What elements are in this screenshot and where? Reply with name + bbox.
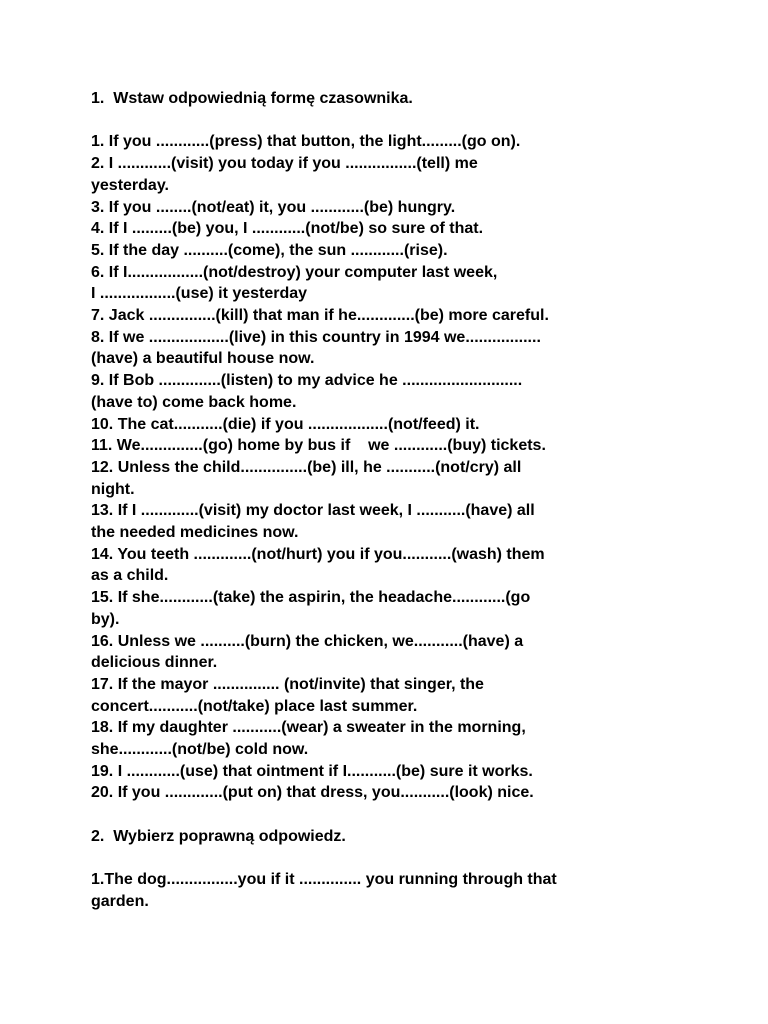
exercise-line: 8. If we ..................(live) in this country in 1994 we................. — [91, 328, 541, 346]
exercise-line: 6. If I.................(not/destroy) your computer last week, — [91, 263, 498, 281]
exercise-line: 17. If the mayor ............... (not/invite) that singer, the — [91, 675, 484, 693]
exercise-line: 12. Unless the child...............(be) ill, he ...........(not/cry) all — [91, 458, 522, 476]
exercise-line: 16. Unless we ..........(burn) the chicken, we...........(have) a — [91, 632, 524, 650]
exercise-line: 4. If I .........(be) you, I ............(not/be) so sure of that. — [91, 220, 484, 238]
exercise-line: 3. If you ........(not/eat) it, you ............(be) hungry. — [91, 198, 456, 216]
exercise-line: yesterday. — [91, 176, 169, 194]
exercise-line: 14. You teeth .............(not/hurt) you if you...........(wash) them — [91, 545, 545, 563]
section-1-exercises — [91, 131, 691, 804]
exercise-line: 13. If I .............(visit) my doctor last week, I ...........(have) all — [91, 502, 535, 520]
exercise-line: 18. If my daughter ...........(wear) a sweater in the morning, — [91, 719, 526, 737]
exercise-line: as a child. — [91, 567, 169, 585]
exercise-line: night. — [91, 480, 135, 498]
exercise-line: 20. If you .............(put on) that dress, you...........(look) nice. — [91, 784, 534, 802]
exercise-line: 1.The dog................you if it .............. you running through that — [91, 871, 557, 889]
exercise-line: by). — [91, 610, 120, 628]
exercise-line: (have to) come back home. — [91, 393, 297, 411]
exercise-line: delicious dinner. — [91, 654, 218, 672]
exercise-line: 5. If the day ..........(come), the sun ............(rise). — [91, 241, 448, 259]
exercise-line: (have) a beautiful house now. — [91, 350, 315, 368]
exercise-line: 2. I ............(visit) you today if you ................(tell) me — [91, 155, 478, 173]
spacer — [91, 804, 691, 826]
section-2-exercises — [91, 869, 691, 912]
exercise-line: 19. I ............(use) that ointment if I...........(be) sure it works. — [91, 762, 533, 780]
exercise-line: 1. If you ............(press) that button, the light.........(go on). — [91, 133, 521, 151]
exercise-line: 10. The cat...........(die) if you ..................(not/feed) it. — [91, 415, 480, 433]
exercise-line: concert...........(not/take) place last summer. — [91, 697, 418, 715]
exercise-line: she............(not/be) cold now. — [91, 741, 309, 759]
exercise-line: I .................(use) it yesterday — [91, 285, 308, 303]
exercise-line: garden. — [91, 892, 149, 910]
section-1-heading: 1. Wstaw odpowiednią formę czasownika. — [91, 90, 413, 107]
spacer — [91, 848, 691, 870]
exercise-line: 9. If Bob ..............(listen) to my advice he ........................... — [91, 372, 523, 390]
exercise-line: 11. We..............(go) home by bus if we ............(buy) tickets. — [91, 437, 546, 455]
exercise-line: 15. If she............(take) the aspirin, the headache............(go — [91, 589, 531, 607]
worksheet-page — [91, 88, 691, 913]
exercise-line: the needed medicines now. — [91, 524, 299, 542]
section-2-heading: 2. Wybierz poprawną odpowiedz. — [91, 827, 346, 845]
exercise-line: 7. Jack ...............(kill) that man if he.............(be) more careful. — [91, 307, 549, 325]
spacer — [91, 110, 691, 132]
